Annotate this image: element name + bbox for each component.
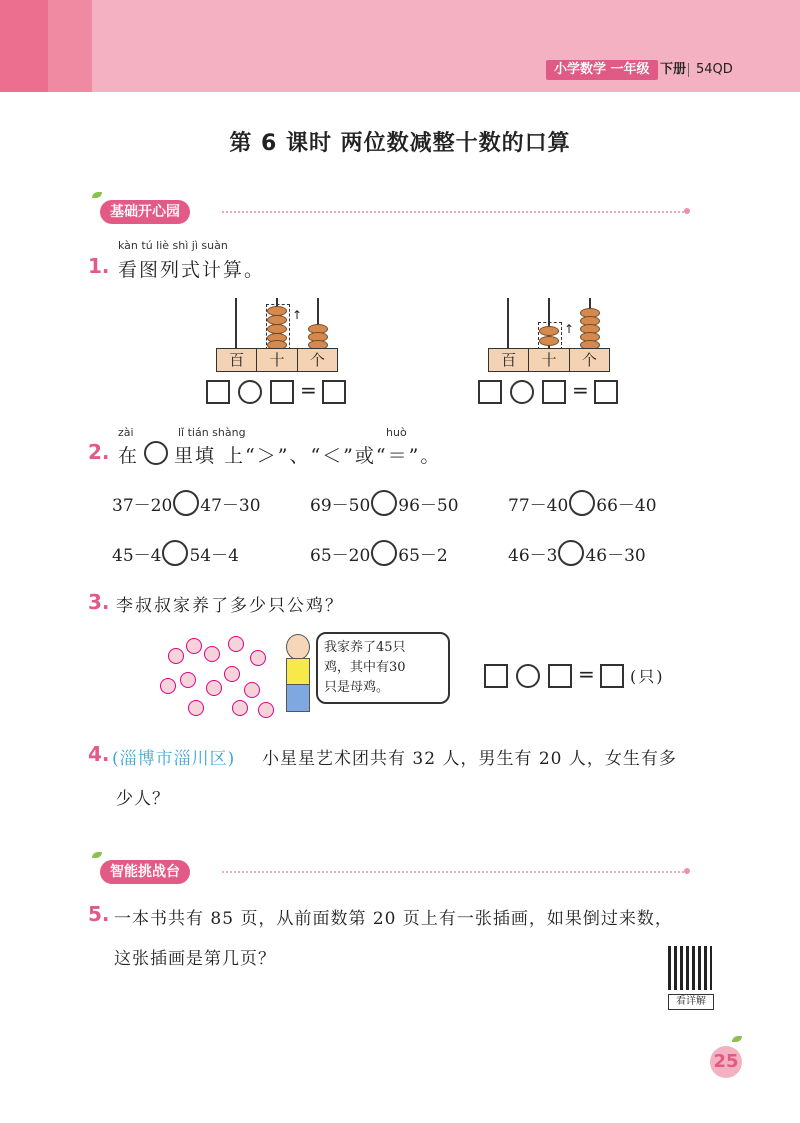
place-tens: 十 — [257, 349, 297, 371]
expr-left: 45－4 — [112, 545, 162, 566]
pinyin: huò — [386, 426, 407, 439]
question-number: 5. — [88, 902, 110, 926]
compare-circle[interactable] — [371, 490, 397, 516]
chicken-icon — [244, 682, 260, 698]
answer-box[interactable] — [600, 664, 624, 688]
expr-right: 54－4 — [189, 545, 239, 566]
section-badge: 基础开心园 — [100, 200, 190, 224]
speech-line: 只是母鸡。 — [324, 680, 390, 695]
operator-circle[interactable] — [238, 380, 262, 404]
qr-label: 看详解 — [668, 994, 714, 1010]
compare-circle[interactable] — [371, 540, 397, 566]
expr-left: 65－20 — [310, 545, 371, 566]
rod — [507, 298, 509, 348]
answer-box[interactable] — [548, 664, 572, 688]
equals-sign: = — [578, 662, 595, 686]
question-text: 里填 上“＞”、“＜”或“＝”。 — [174, 445, 442, 467]
pinyin: kàn tú liè shì jì suàn — [118, 239, 228, 252]
header-strip — [0, 0, 48, 92]
divider — [688, 63, 689, 77]
bead — [539, 326, 559, 336]
chicken-icon — [204, 646, 220, 662]
leaf-icon — [92, 852, 102, 858]
dotted-line — [222, 871, 684, 873]
compare-circle[interactable] — [162, 540, 188, 566]
place-ones: 个 — [309, 351, 325, 369]
comparison-item — [112, 490, 261, 516]
operator-circle[interactable] — [510, 380, 534, 404]
page-title: 第 6 课时 两位数减整十数的口算 — [229, 131, 571, 156]
dot-end — [684, 868, 690, 874]
speech-bubble — [316, 632, 450, 704]
chicken-icon — [206, 680, 222, 696]
place-value-bar — [488, 348, 610, 372]
dot-end — [684, 208, 690, 214]
expr-left: 77－40 — [508, 495, 569, 516]
question-number: 4. — [88, 742, 110, 766]
place-hundreds: 百 — [217, 349, 257, 371]
equals-sign: = — [300, 378, 317, 402]
place-hundreds: 百 — [489, 349, 529, 371]
question-text: 李叔叔家养了多少只公鸡？ — [116, 596, 344, 616]
answer-box[interactable] — [478, 380, 502, 404]
region-tag: (淄博市淄川区) — [112, 749, 236, 769]
header-strip — [48, 0, 92, 92]
subject-tag: 小学数学 一年级 — [546, 60, 658, 80]
arrow-up-icon: ↑ — [292, 308, 303, 322]
place-tens: 十 — [529, 349, 569, 371]
answer-box[interactable] — [270, 380, 294, 404]
expr-right: 65－2 — [398, 545, 448, 566]
question-text: 这张插画是第几页？ — [114, 949, 276, 969]
chicken-icon — [180, 672, 196, 688]
leaf-icon — [732, 1036, 742, 1042]
question-number: 3. — [88, 590, 110, 614]
answer-box[interactable] — [542, 380, 566, 404]
chicken-icon — [224, 666, 240, 682]
qr-code[interactable] — [668, 946, 712, 990]
expr-left: 37－20 — [112, 495, 173, 516]
equals-sign: = — [572, 378, 589, 402]
chicken-illustration — [158, 632, 278, 720]
dotted-line — [222, 211, 684, 213]
question-text: 少人？ — [116, 789, 170, 809]
chicken-icon — [258, 702, 274, 718]
shirt — [286, 658, 310, 686]
abacus-left — [216, 298, 338, 372]
comparison-item — [310, 540, 448, 566]
expr-left: 46－3 — [508, 545, 558, 566]
chicken-icon — [188, 700, 204, 716]
farmer-figure — [280, 634, 314, 714]
arrow-up-icon: ↑ — [564, 322, 575, 336]
bead — [539, 336, 559, 346]
question-text: 看图列式计算。 — [118, 259, 266, 281]
expr-right: 46－30 — [585, 545, 646, 566]
question-text: 在 — [118, 445, 140, 467]
comparison-item — [112, 540, 239, 566]
speech-line: 我家养了45只 — [324, 640, 406, 655]
question-text: 一本书共有 85 页，从前面数第 20 页上有一张插画，如果倒过来数， — [114, 909, 673, 929]
comparison-item — [508, 540, 646, 566]
pants — [286, 684, 310, 712]
section-badge: 智能挑战台 — [100, 860, 190, 884]
place-ones: 个 — [581, 351, 597, 369]
abacus-right — [488, 298, 610, 372]
compare-circle[interactable] — [569, 490, 595, 516]
question-number: 1. — [88, 254, 110, 278]
operator-circle[interactable] — [516, 664, 540, 688]
expr-right: 47－30 — [200, 495, 261, 516]
question-text: 小星星艺术团共有 32 人，男生有 20 人，女生有多 — [262, 749, 677, 769]
pinyin: zài — [118, 426, 134, 439]
head — [286, 634, 310, 660]
answer-box[interactable] — [594, 380, 618, 404]
answer-box[interactable] — [322, 380, 346, 404]
pinyin: lǐ tián shàng — [178, 426, 246, 439]
volume-label: 下册 — [660, 62, 687, 77]
speech-line: 鸡，其中有30 — [324, 660, 406, 675]
place-value-bar — [216, 348, 338, 372]
chicken-icon — [250, 650, 266, 666]
chicken-icon — [232, 700, 248, 716]
question-number: 2. — [88, 440, 110, 464]
compare-circle[interactable] — [173, 490, 199, 516]
answer-box[interactable] — [484, 664, 508, 688]
chicken-icon — [228, 636, 244, 652]
chicken-icon — [186, 638, 202, 654]
book-code: 54QD — [696, 62, 733, 77]
comparison-item — [508, 490, 657, 516]
expr-right: 96－50 — [398, 495, 459, 516]
rod — [235, 298, 237, 348]
expr-right: 66－40 — [596, 495, 657, 516]
leaf-icon — [92, 192, 102, 198]
circle-symbol — [144, 441, 168, 465]
page-number: 25 — [710, 1046, 742, 1078]
expr-left: 69－50 — [310, 495, 371, 516]
chicken-icon — [168, 648, 184, 664]
unit-label: (只) — [630, 667, 665, 686]
comparison-item — [310, 490, 459, 516]
chicken-icon — [160, 678, 176, 694]
answer-box[interactable] — [206, 380, 230, 404]
compare-circle[interactable] — [558, 540, 584, 566]
